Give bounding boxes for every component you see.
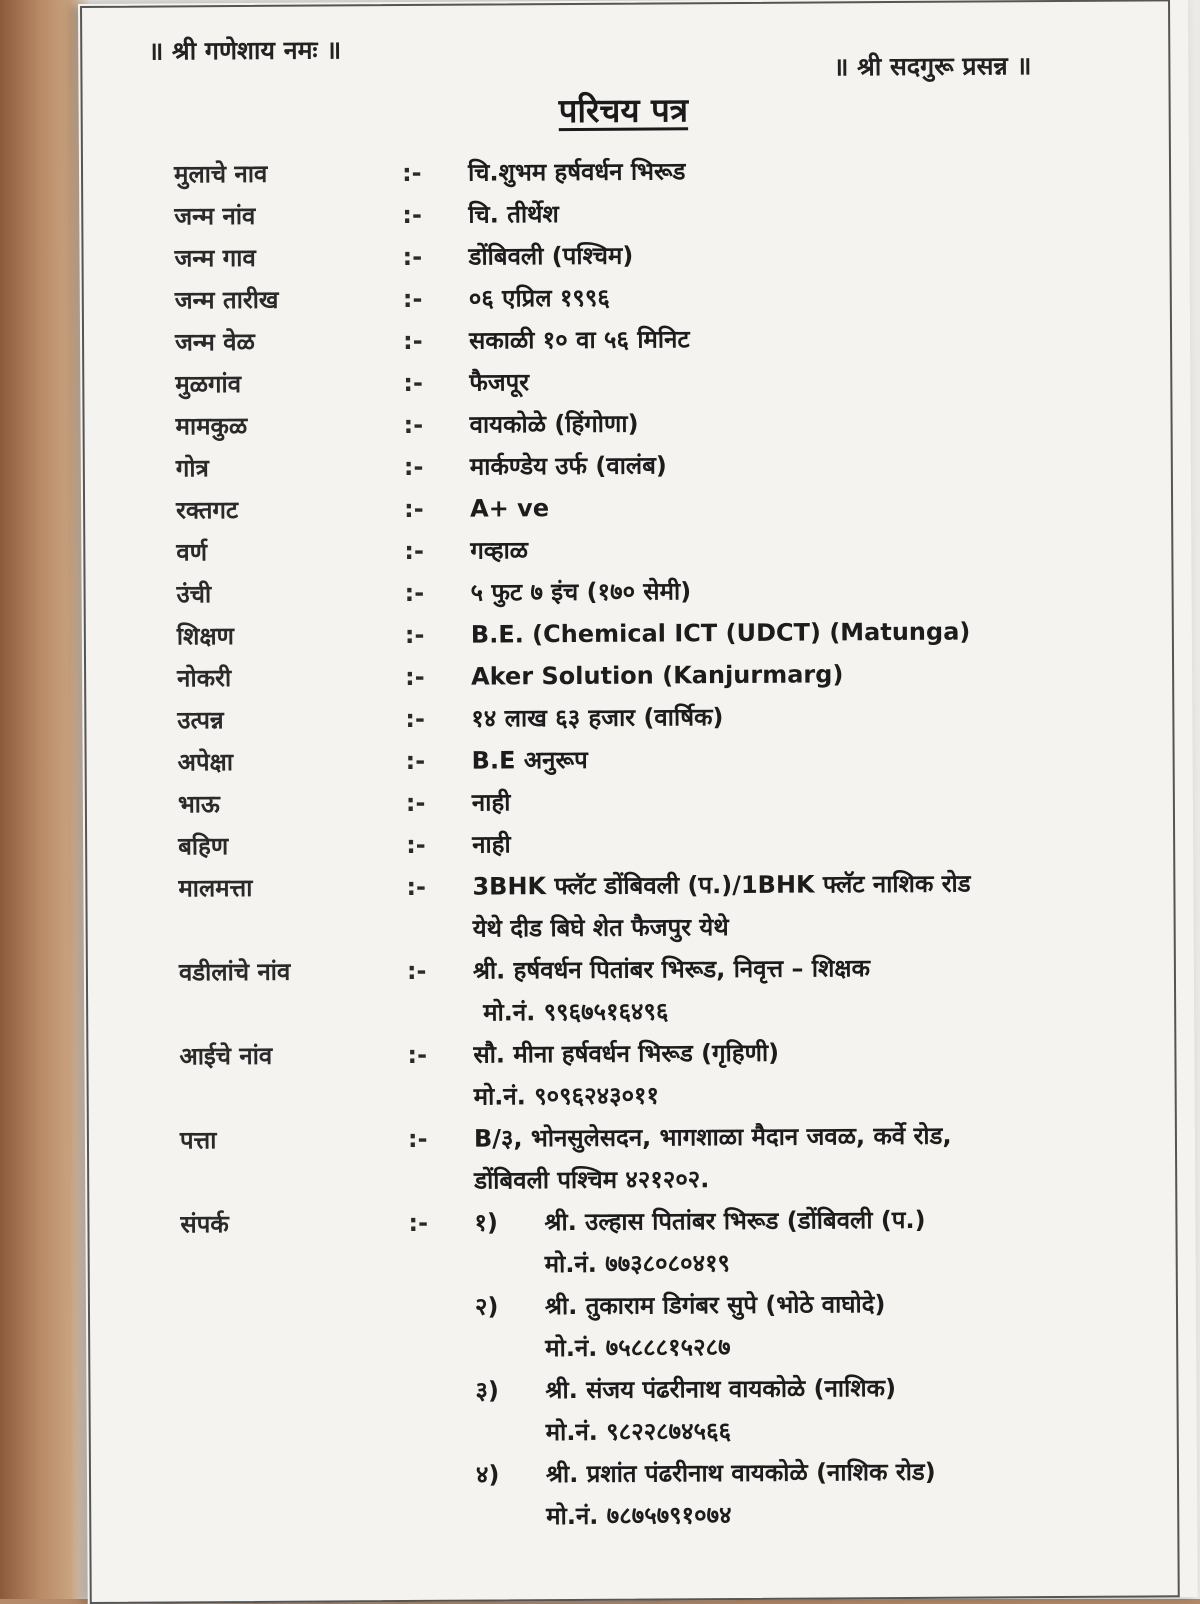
field-value-line: B.E. (Chemical ICT (UDCT) (Matunga) (470, 617, 971, 649)
field-value (473, 946, 1140, 1034)
field-separator: :- (406, 956, 427, 986)
field-label: मुलाचे नाव (173, 159, 268, 189)
field-value-line: वायकोळे (हिंगोणा) (469, 409, 639, 439)
field-value (474, 1114, 1141, 1202)
field-row-expectation (178, 736, 1138, 784)
contact-details (544, 1198, 1141, 1286)
field-row-brother (178, 778, 1138, 826)
contact-number: १) (474, 1208, 498, 1237)
field-value (472, 862, 1139, 950)
field-value (473, 1030, 1140, 1118)
field-label: जन्म वेळ (174, 327, 255, 357)
page-title: परिचय पत्र (558, 90, 689, 131)
field-value-line: मो.नं. ९९६७५१६४९६ (483, 997, 669, 1027)
contact-details (546, 1450, 1143, 1538)
field-row-address (180, 1114, 1140, 1204)
field-value-line: १४ लाख ६३ हजार (वार्षिक) (471, 703, 724, 733)
field-row-boy-name (174, 148, 1134, 196)
contact-number: ४) (475, 1460, 500, 1489)
field-row-birth-name (174, 190, 1134, 238)
field-value-line: ०६ एप्रिल १९९६ (468, 283, 610, 313)
field-label: नोकरी (177, 664, 232, 693)
field-label: संपर्क (180, 1210, 229, 1239)
field-value (469, 274, 1135, 320)
field-value-line: श्री. हर्षवर्धन पितांबर भिरूड, निवृत्त – शिक्षक (472, 954, 871, 985)
field-value (472, 820, 1138, 866)
field-label: उत्पन्न (177, 706, 224, 735)
field-value-line: डोंबिवली पश्चिम ४२१२०२. (474, 1165, 710, 1195)
field-row-income (177, 694, 1137, 742)
field-separator: :- (402, 200, 422, 230)
contact-item (475, 1282, 1142, 1370)
field-value (472, 736, 1138, 782)
field-separator: :- (401, 158, 422, 188)
field-value-line: नाही (472, 830, 511, 859)
field-label: अपेक्षा (177, 748, 234, 777)
field-value-line: सौ. मीना हर्षवर्धन भिरूड (गृहिणी) (473, 1038, 780, 1069)
field-value (469, 316, 1135, 362)
field-value-line: B/३, भोनसुलेसदन, भागशाळा मैदान जवळ, कर्वे रोड, (473, 1121, 952, 1153)
field-value (470, 484, 1136, 530)
contact-details (545, 1282, 1142, 1370)
field-label: जन्म नांव (174, 201, 256, 231)
field-separator: :- (408, 1208, 429, 1238)
contact-item (475, 1366, 1142, 1454)
details-list (174, 148, 1142, 1540)
field-value-line: मार्कण्डेय उर्फ (वालंब) (469, 451, 667, 481)
field-row-birth-place (174, 232, 1134, 280)
field-value-line: A+ ve (470, 494, 550, 523)
contact-details (545, 1366, 1142, 1454)
field-separator: :- (404, 578, 425, 608)
field-separator: :- (403, 452, 424, 482)
contact-phone: मो.नं. ७८७५७९१०७४ (546, 1501, 732, 1531)
contact-phone: मो.नं. ९८२२८७४५६६ (545, 1417, 732, 1447)
field-separator: :- (407, 1124, 428, 1154)
field-row-property (178, 862, 1138, 952)
field-separator: :- (405, 704, 426, 734)
field-value-line: फैजपूर (469, 368, 530, 397)
field-value (470, 568, 1136, 614)
field-value-line: ५ फुट ७ इंच (१७० सेमी) (470, 577, 692, 607)
field-label: उंची (176, 580, 212, 609)
field-label: गोत्र (175, 454, 209, 483)
contact-list (474, 1198, 1142, 1538)
contact-name: श्री. संजय पंढरीनाथ वायकोळे (नाशिक) (545, 1374, 897, 1405)
field-value-line: डोंबिवली (पश्चिम) (468, 241, 634, 271)
field-value (471, 610, 1137, 656)
field-label: मालमत्ता (178, 873, 253, 903)
field-value-line: नाही (471, 788, 511, 817)
field-row-contact (180, 1198, 1142, 1540)
contact-phone: मो.नं. ७७३८०८०४१९ (544, 1249, 731, 1279)
field-value (471, 652, 1137, 698)
field-value-line: गव्हाळ (470, 536, 529, 565)
field-value (468, 232, 1134, 278)
field-separator: :- (402, 284, 423, 314)
contact-name: श्री. उल्हास पितांबर भिरूड (डोंबिवली (प.) (544, 1205, 926, 1237)
contact-number: ३) (475, 1376, 500, 1405)
contact-item (476, 1450, 1143, 1538)
field-value (471, 694, 1137, 740)
field-value-line: चि.शुभम हर्षवर्धन भिरूड (467, 157, 686, 187)
field-label: बहिण (178, 832, 229, 861)
field-separator: :- (402, 242, 423, 272)
field-row-father-name (179, 946, 1139, 1036)
field-value-line: मो.नं. ९०९६२४३०११ (473, 1081, 660, 1111)
field-label: भाऊ (177, 790, 220, 819)
field-row-birth-time (175, 316, 1135, 364)
field-label: जन्म गाव (174, 243, 256, 273)
field-value (470, 442, 1136, 488)
field-label: जन्म तारीख (174, 285, 279, 315)
field-label: वर्ण (176, 538, 208, 567)
field-separator: :- (404, 620, 425, 650)
field-value-line: B.E अनुरूप (471, 745, 588, 775)
field-separator: :- (403, 410, 424, 440)
field-value-line: सकाळी १० वा ५६ मिनिट (468, 325, 690, 355)
contact-phone: मो.नं. ७५८८८१५२८७ (545, 1333, 731, 1363)
contact-name: श्री. प्रशांत पंढरीनाथ वायकोळे (नाशिक रोड) (545, 1457, 936, 1489)
field-row-mother-name (179, 1030, 1139, 1120)
field-row-education (177, 610, 1137, 658)
field-label: मामकुळ (175, 411, 248, 441)
contact-number: २) (474, 1292, 499, 1321)
field-value-line: येथे दीड बिघे शेत फैजपुर येथे (472, 913, 729, 943)
field-value (468, 190, 1134, 236)
field-row-complexion (176, 526, 1136, 574)
field-label: वडीलांचे नांव (178, 957, 291, 987)
field-row-sister (178, 820, 1138, 868)
field-value (468, 148, 1134, 194)
header-invocation-left: ॥ श्री गणेशाय नमः ॥ (148, 35, 342, 66)
field-label: पत्ता (179, 1126, 217, 1155)
field-separator: :- (406, 830, 426, 860)
field-value (469, 358, 1135, 404)
field-value-line: Aker Solution (Kanjurmarg) (471, 660, 844, 691)
field-value (469, 400, 1135, 446)
biodata-sheet (78, 0, 1198, 1604)
field-row-blood-group (176, 484, 1136, 532)
field-separator: :- (403, 368, 423, 398)
field-value-line: 3BHK फ्लॅट डोंबिवली (प.)/1BHK फ्लॅट नाशिक रोड (472, 869, 971, 901)
field-row-job (177, 652, 1137, 700)
field-label: मुळगांव (175, 370, 242, 399)
field-separator: :- (405, 746, 426, 776)
field-label: रक्तगट (176, 496, 239, 525)
contact-item (474, 1198, 1141, 1286)
header-invocation-right: ॥ श्री सदगुरू प्रसन्न ॥ (833, 51, 1032, 82)
field-label: शिक्षण (176, 622, 235, 651)
field-value (470, 526, 1136, 572)
field-row-gotra (176, 442, 1136, 490)
field-separator: :- (406, 872, 427, 902)
field-row-maternal-family (175, 400, 1135, 448)
field-separator: :- (407, 1040, 428, 1070)
field-label: आईचे नांव (179, 1041, 273, 1071)
field-row-height (176, 568, 1136, 616)
field-row-birth-date (175, 274, 1135, 322)
contact-name: श्री. तुकाराम डिगंबर सुपे (भोठे वाघोदे) (544, 1290, 886, 1321)
field-value-line: चि. तीर्थेश (468, 200, 559, 229)
field-separator: :- (404, 494, 424, 524)
field-value (472, 778, 1138, 824)
field-separator: :- (404, 536, 424, 566)
field-separator: :- (405, 788, 426, 818)
field-separator: :- (402, 326, 423, 356)
field-row-native-place (175, 358, 1135, 406)
field-separator: :- (405, 662, 425, 692)
